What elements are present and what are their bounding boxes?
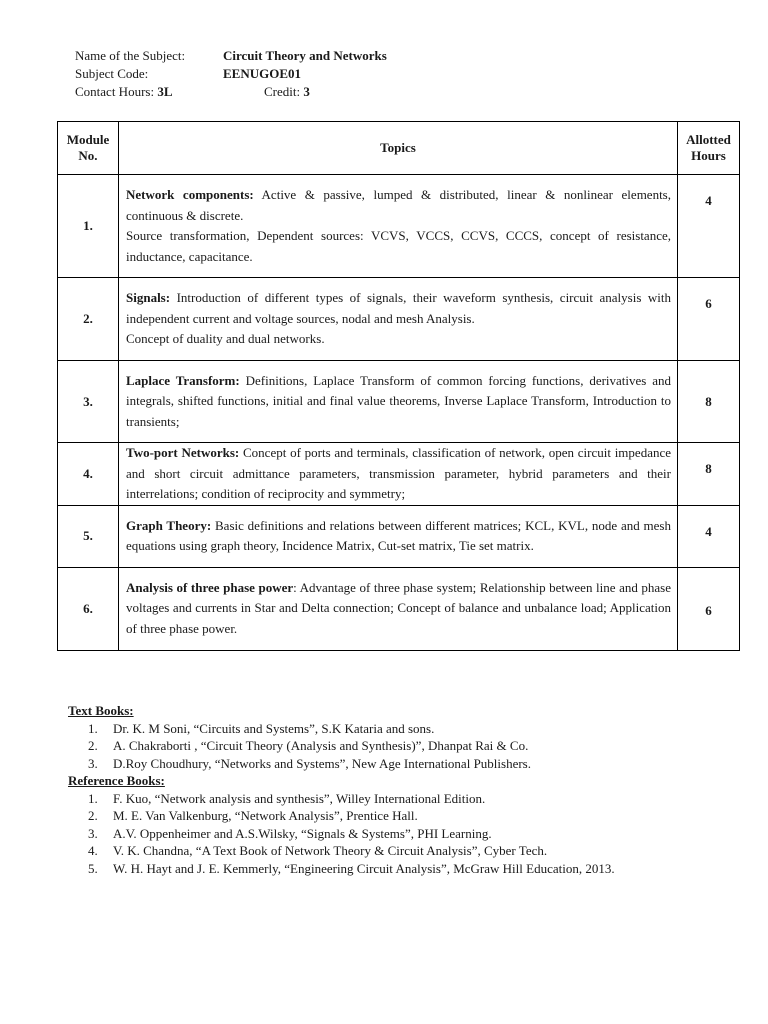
module-text: Active & passive, lumped & distributed, linear & nonlinear elements, continuous & discrete. bbox=[126, 187, 671, 223]
subject-header bbox=[75, 47, 675, 101]
reference-books-list bbox=[68, 790, 748, 878]
module-topics bbox=[119, 567, 678, 650]
list-item-text: D.Roy Choudhury, “Networks and Systems”, New Age International Publishers. bbox=[113, 755, 531, 771]
module-topics bbox=[119, 175, 678, 278]
module-topics bbox=[119, 443, 678, 506]
list-item bbox=[68, 825, 748, 843]
module-hours: 8 bbox=[678, 361, 740, 443]
contact-hours-value: 3L bbox=[157, 84, 173, 99]
contact-hours-row bbox=[75, 83, 675, 101]
module-topics bbox=[119, 278, 678, 361]
list-item bbox=[68, 737, 748, 755]
subject-name-label: Name of the Subject: bbox=[75, 48, 186, 63]
list-item-text: Dr. K. M Soni, “Circuits and Systems”, S.K Kataria and sons. bbox=[113, 720, 435, 736]
list-item bbox=[68, 842, 748, 860]
table-row bbox=[58, 443, 740, 506]
module-text: Basic definitions and relations between different matrices; KCL, KVL, node and mesh equations using graph theory, Incidence Matrix, Cut-set matrix, Tie set matrix. bbox=[126, 517, 671, 553]
list-item bbox=[68, 790, 748, 808]
list-item-number: 2. bbox=[88, 808, 98, 823]
list-item-text: A.V. Oppenheimer and A.S.Wilsky, “Signals & Systems”, PHI Learning. bbox=[113, 825, 492, 841]
contact-hours-label: Contact Hours: bbox=[75, 84, 155, 99]
list-item-number: 3. bbox=[88, 755, 98, 771]
module-number: 5. bbox=[58, 505, 119, 567]
module-topics bbox=[119, 505, 678, 567]
list-item bbox=[68, 807, 748, 825]
list-item-number: 3. bbox=[88, 825, 98, 841]
list-item-number: 4. bbox=[88, 843, 98, 858]
module-text-2: Concept of duality and dual networks. bbox=[126, 331, 325, 347]
contact-hours bbox=[75, 83, 173, 101]
list-item-number: 1. bbox=[88, 720, 98, 736]
list-item-text: A. Chakraborti , “Circuit Theory (Analysis and Synthesis)”, Dhanpat Rai & Co. bbox=[113, 738, 529, 753]
module-hours: 4 bbox=[678, 175, 740, 278]
module-text: Definitions, Laplace Transform of common forcing functions, derivatives and integrals, shifted functions, initial and final value theorems, Inverse Laplace Transform, Introduction to transients; bbox=[126, 372, 672, 429]
module-number: 1. bbox=[58, 175, 119, 278]
module-title: Laplace Transform: bbox=[126, 372, 240, 388]
table-row bbox=[58, 175, 740, 278]
module-number: 3. bbox=[58, 361, 119, 443]
list-item-text: M. E. Van Valkenburg, “Network Analysis”, Prentice Hall. bbox=[113, 808, 418, 823]
list-item-text: F. Kuo, “Network analysis and synthesis”, Willey International Edition. bbox=[113, 790, 486, 806]
syllabus-table bbox=[57, 121, 740, 651]
list-item-text: V. K. Chandna, “A Text Book of Network Theory & Circuit Analysis”, Cyber Tech. bbox=[113, 843, 548, 858]
module-title: Analysis of three phase power bbox=[126, 579, 294, 595]
list-item-text: W. H. Hayt and J. E. Kemmerly, “Engineering Circuit Analysis”, McGraw Hill Education, 2013. bbox=[113, 860, 615, 876]
list-item-number: 2. bbox=[88, 738, 98, 753]
topics-header: Topics bbox=[119, 122, 678, 175]
table-row bbox=[58, 505, 740, 567]
module-hours: 6 bbox=[678, 567, 740, 650]
module-title: Two-port Networks: bbox=[126, 445, 240, 460]
book-lists bbox=[68, 702, 748, 877]
list-item-number: 5. bbox=[88, 860, 98, 876]
module-hours: 8 bbox=[678, 443, 740, 506]
module-text-2: Source transformation, Dependent sources: VCVS, VCCS, CCVS, CCCS, concept of resistance, inductance, capacitance. bbox=[126, 228, 671, 264]
subject-name-value: Circuit Theory and Networks bbox=[223, 48, 387, 63]
credit-value: 3 bbox=[303, 84, 310, 99]
module-text: Introduction of different types of signals, their waveform synthesis, circuit analysis with independent current and voltage sources, nodal and mesh Analysis. bbox=[126, 290, 672, 326]
module-hours: 4 bbox=[678, 505, 740, 567]
credit bbox=[264, 83, 310, 101]
module-hours: 6 bbox=[678, 278, 740, 361]
module-text: : Advantage of three phase system; Relationship between line and phase voltages and currents in Star and Delta connection; Concept of balance and unbalance load; Application of three phase power. bbox=[126, 579, 672, 636]
module-title: Graph Theory: bbox=[126, 517, 212, 533]
table-row bbox=[58, 278, 740, 361]
list-item bbox=[68, 755, 748, 773]
subject-code-label: Subject Code: bbox=[75, 66, 149, 81]
module-topics bbox=[119, 361, 678, 443]
module-text: Concept of ports and terminals, classification of network, open circuit impedance and short circuit admittance parameters, transmission parameter, hybrid parameters and their interrelations; condition of reciprocity and symmetry; bbox=[126, 445, 672, 501]
list-item bbox=[68, 860, 748, 878]
subject-code-value: EENUGOE01 bbox=[223, 66, 302, 81]
module-number: 4. bbox=[58, 443, 119, 506]
reference-books-heading: Reference Books: bbox=[68, 773, 165, 788]
list-item-number: 1. bbox=[88, 790, 98, 806]
text-books-list bbox=[68, 720, 748, 773]
table-row bbox=[58, 567, 740, 650]
table-header-row bbox=[58, 122, 740, 175]
subject-code-row bbox=[75, 65, 675, 83]
module-number: 2. bbox=[58, 278, 119, 361]
credit-label: Credit: bbox=[264, 84, 301, 99]
module-title: Signals: bbox=[126, 290, 171, 306]
table-row bbox=[58, 361, 740, 443]
text-books-heading: Text Books: bbox=[68, 703, 134, 718]
module-no-header: Module No. bbox=[58, 122, 119, 175]
allotted-hours-header: Allotted Hours bbox=[678, 122, 740, 175]
list-item bbox=[68, 720, 748, 738]
module-number: 6. bbox=[58, 567, 119, 650]
subject-name-row bbox=[75, 47, 675, 65]
module-title: Network components: bbox=[126, 187, 254, 202]
